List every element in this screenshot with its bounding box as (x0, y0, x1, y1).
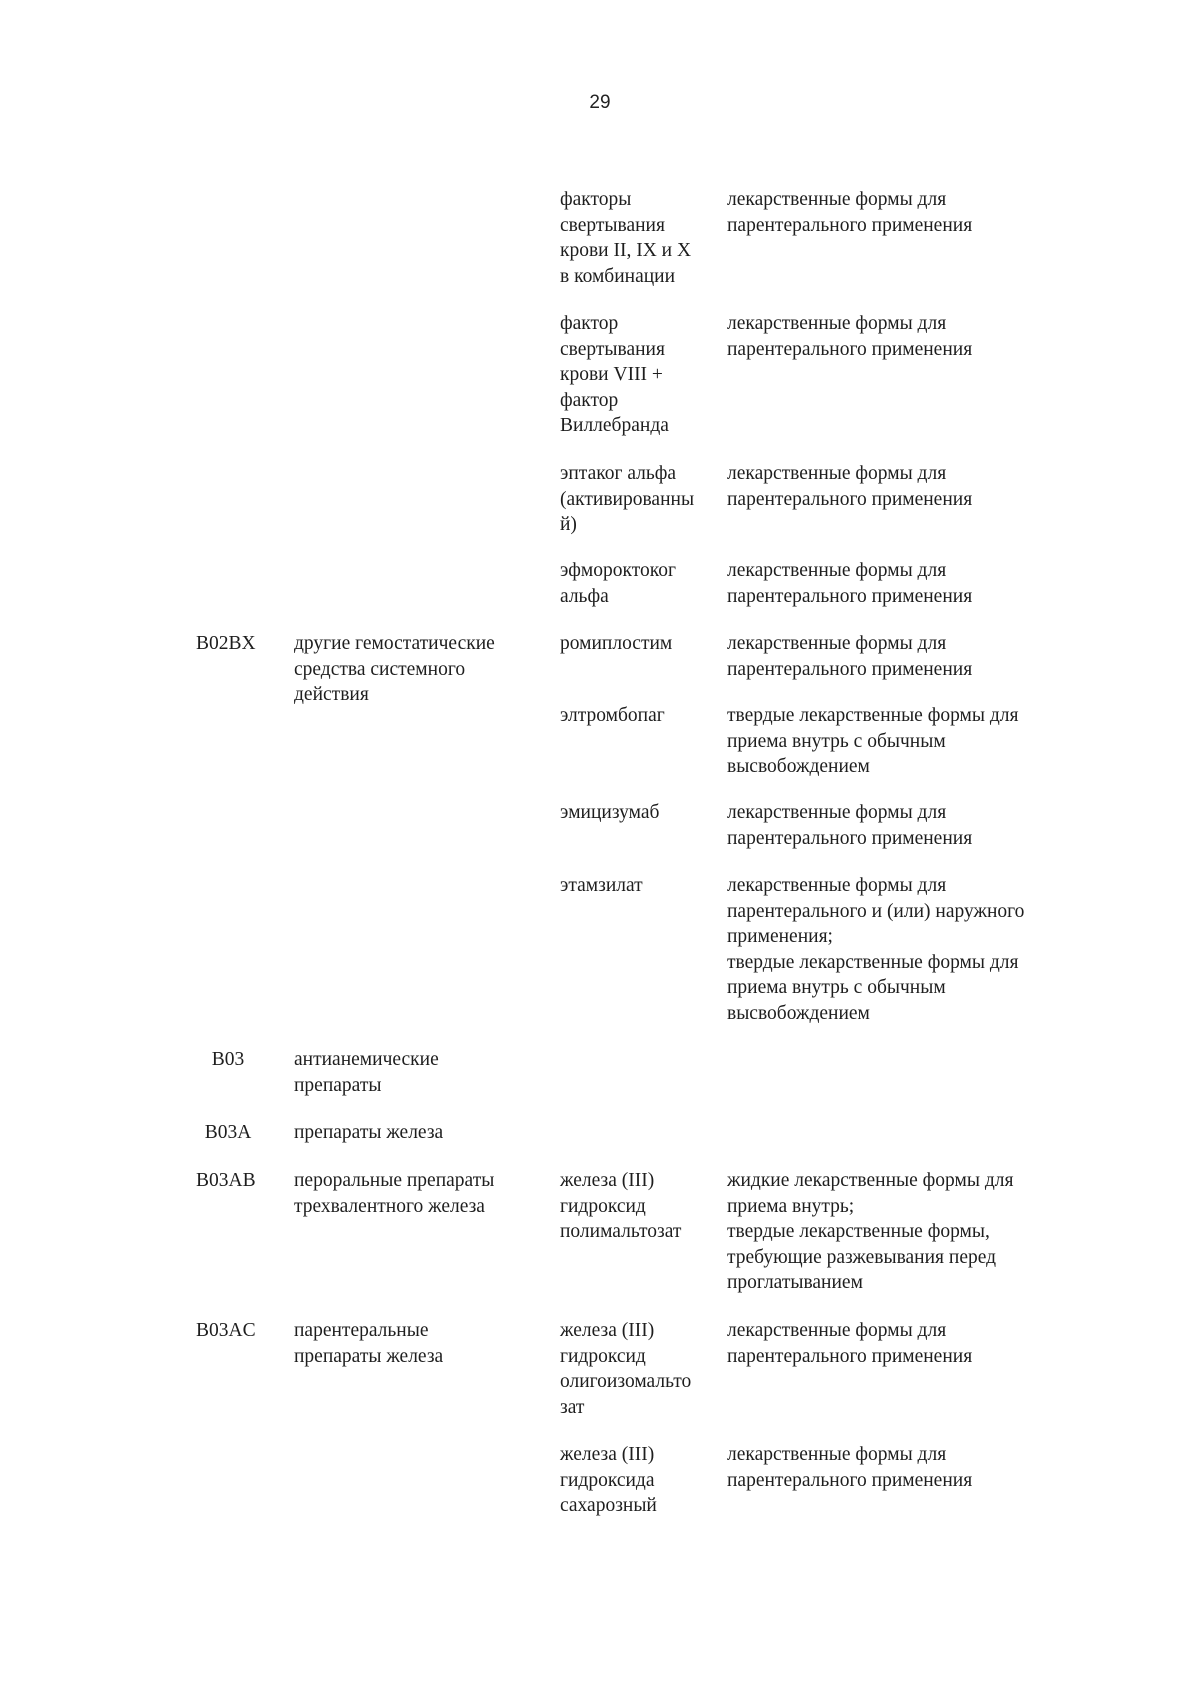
group-name: парентеральные препараты железа (294, 1320, 444, 1367)
dosage-form: лекарственные формы для парентерального и (или) наружного применения; твердые лекарственные формы для приема внутрь с обычным высвобождением (727, 875, 1025, 1024)
group-name: другие гемостатические средства системного действия (294, 633, 495, 705)
atc-code: B02BX (196, 633, 256, 654)
group-name: пероральные препараты трехвалентного железа (294, 1170, 495, 1217)
drug-name: железа (III) гидроксид полимальтозат (560, 1170, 682, 1242)
drug-name: факторы свертывания крови II, IX и X в комбинации (560, 189, 692, 287)
group-name: антианемические препараты (294, 1049, 439, 1096)
dosage-form: лекарственные формы для парентерального применения (727, 189, 973, 236)
drug-name: эфмороктоког альфа (560, 560, 676, 607)
atc-code: B03 (211, 1049, 245, 1070)
dosage-form: лекарственные формы для парентерального применения (727, 463, 973, 510)
drug-name: железа (III) гидроксид олигоизомальто зат (560, 1320, 692, 1418)
dosage-form: лекарственные формы для парентерального применения (727, 1320, 973, 1367)
dosage-form: лекарственные формы для парентерального применения (727, 560, 973, 607)
drug-name: элтромбопаг (560, 705, 665, 726)
dosage-form: лекарственные формы для парентерального применения (727, 802, 973, 849)
atc-code: B03A (204, 1122, 252, 1143)
dosage-form: твердые лекарственные формы для приема внутрь с обычным высвобождением (727, 705, 1019, 777)
drug-name: железа (III) гидроксида сахарозный (560, 1444, 657, 1516)
drug-name: ромиплостим (560, 633, 673, 654)
dosage-form: лекарственные формы для парентерального применения (727, 313, 973, 360)
page-number: 29 (589, 92, 611, 113)
dosage-form: лекарственные формы для парентерального применения (727, 633, 973, 680)
atc-code: B03AB (196, 1170, 256, 1191)
drug-name: эмицизумаб (560, 802, 660, 823)
drug-name: фактор свертывания крови VIII + фактор Виллебранда (560, 313, 669, 436)
group-name: препараты железа (294, 1122, 444, 1143)
dosage-form: жидкие лекарственные формы для приема внутрь; твердые лекарственные формы, требующие разжевывания перед проглатыванием (727, 1170, 1014, 1293)
dosage-form: лекарственные формы для парентерального применения (727, 1444, 973, 1491)
drug-name: эптаког альфа (активированны й) (560, 463, 695, 535)
drug-name: этамзилат (560, 875, 643, 896)
atc-code: B03AC (196, 1320, 256, 1341)
